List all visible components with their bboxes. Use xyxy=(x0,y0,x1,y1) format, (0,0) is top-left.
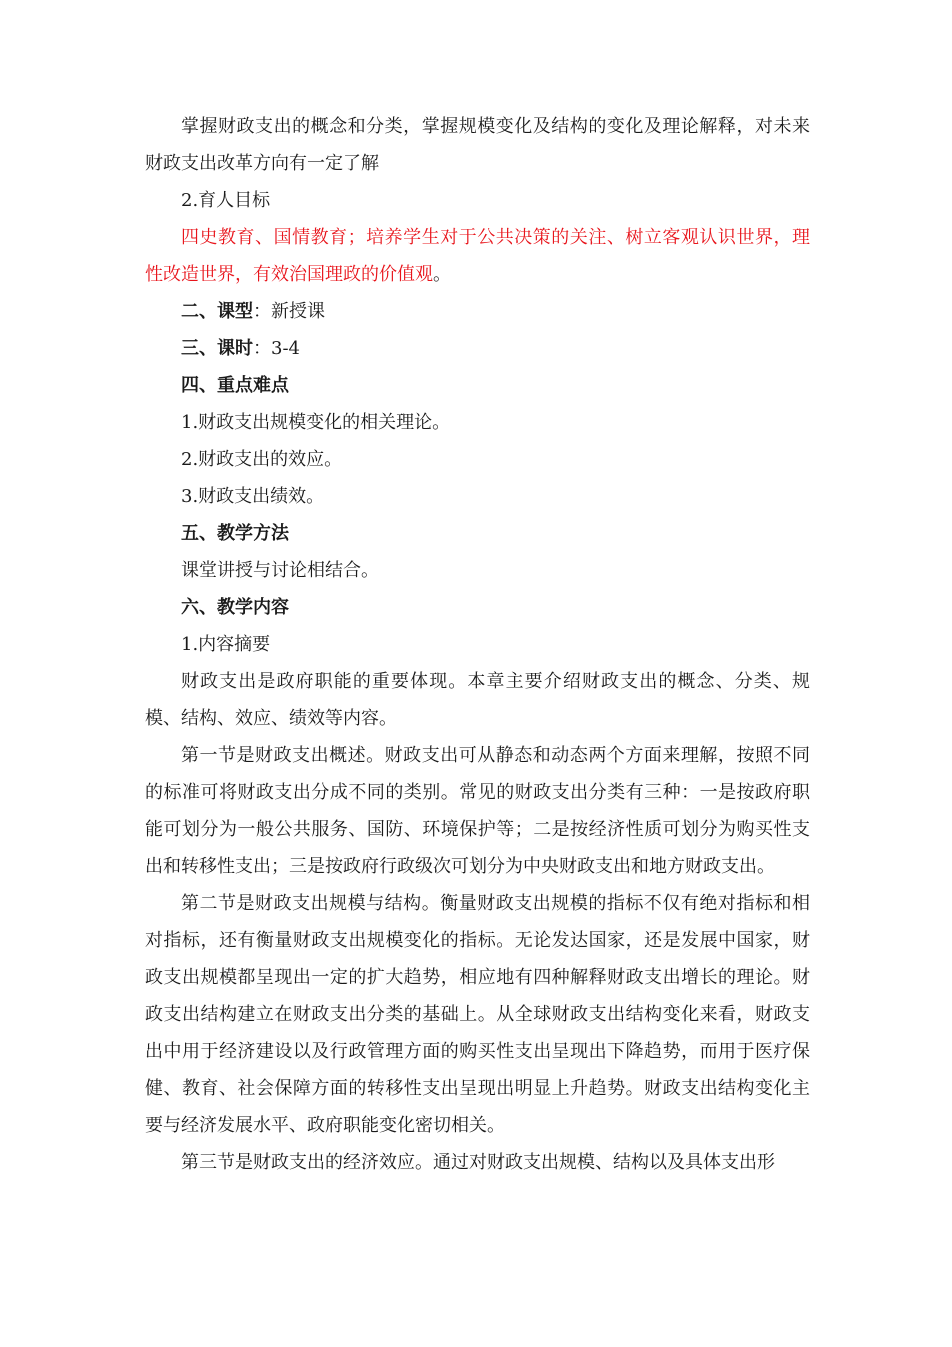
key-point-item: 1.财政支出规模变化的相关理论。 xyxy=(181,412,451,433)
education-goal-text: 四史教育、国情教育；培养学生对于公共决策的关注、树立客观认识世界，理性改造世界，有效治国理政的价值观 xyxy=(145,227,810,285)
section-three-paragraph: 第三节是财政支出的经济效应。通过对财政支出规模、结构以及具体支出形 xyxy=(181,1152,775,1173)
document-body xyxy=(145,108,810,1181)
class-hours-value: 3-4 xyxy=(271,338,300,359)
key-point-item: 2.财政支出的效应。 xyxy=(181,449,343,470)
content-summary-title: 1.内容摘要 xyxy=(181,634,271,655)
teaching-method-text: 课堂讲授与讨论相结合。 xyxy=(181,560,379,581)
class-hours-label: 三、课时 xyxy=(181,338,253,359)
objective-knowledge-paragraph: 掌握财政支出的概念和分类，掌握规模变化及结构的变化及理论解释，对未来财政支出改革方向有一定了解 xyxy=(145,116,810,174)
class-hours-separator: ： xyxy=(253,338,271,359)
education-goal-subheading: 2.育人目标 xyxy=(181,190,271,211)
course-type-separator: ： xyxy=(253,301,271,322)
key-point-item: 3.财政支出绩效。 xyxy=(181,486,325,507)
section-one-paragraph: 第一节是财政支出概述。财政支出可从静态和动态两个方面来理解，按照不同的标准可将财政支出分成不同的类别。常见的财政支出分类有三种：一是按政府职能可划分为一般公共服务、国防、环境保护等；二是按经济性质可划分为购买性支出和转移性支出；三是按政府行政级次可划分为中央财政支出和地方财政支出。 xyxy=(145,745,810,877)
course-type-value: 新授课 xyxy=(271,301,325,322)
class-hours-line xyxy=(145,330,810,367)
summary-paragraph: 财政支出是政府职能的重要体现。本章主要介绍财政支出的概念、分类、规模、结构、效应、绩效等内容。 xyxy=(145,671,810,729)
key-points-heading: 四、重点难点 xyxy=(181,375,289,396)
teaching-content-heading: 六、教学内容 xyxy=(181,597,289,618)
education-goal-period: 。 xyxy=(433,264,451,285)
teaching-method-heading: 五、教学方法 xyxy=(181,523,289,544)
course-type-line xyxy=(145,293,810,330)
course-type-label: 二、课型 xyxy=(181,301,253,322)
education-goal-paragraph xyxy=(145,219,810,293)
section-two-paragraph: 第二节是财政支出规模与结构。衡量财政支出规模的指标不仅有绝对指标和相对指标，还有衡量财政支出规模变化的指标。无论发达国家，还是发展中国家，财政支出规模都呈现出一定的扩大趋势，相应地有四种解释财政支出增长的理论。财政支出结构建立在财政支出分类的基础上。从全球财政支出结构变化来看，财政支出中用于经济建设以及行政管理方面的购买性支出呈现出下降趋势，而用于医疗保健、教育、社会保障方面的转移性支出呈现出明显上升趋势。财政支出结构变化主要与经济发展水平、政府职能变化密切相关。 xyxy=(145,893,810,1136)
